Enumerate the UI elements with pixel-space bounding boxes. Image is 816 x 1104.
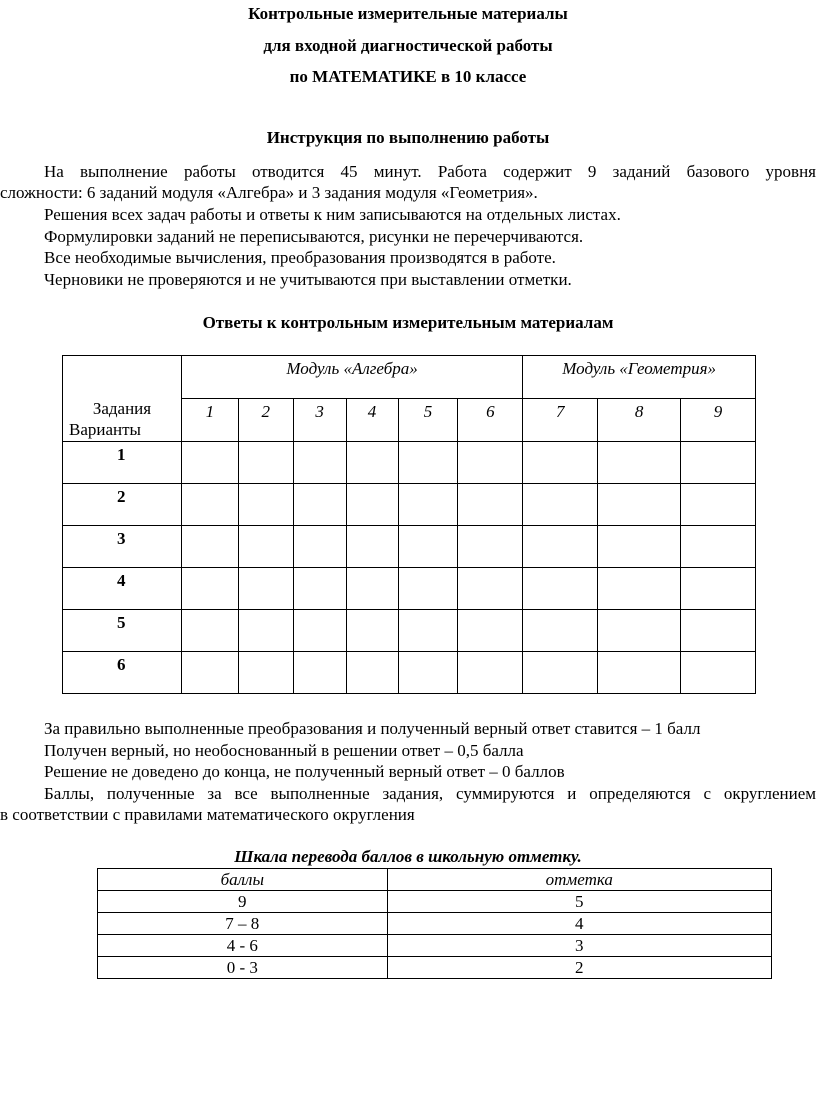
answer-cell [523, 568, 598, 610]
scale-row [98, 935, 772, 957]
scale-header-row [98, 869, 772, 891]
module-algebra-header: Модуль «Алгебра» [181, 356, 522, 399]
answer-cell [238, 442, 293, 484]
scale-table [97, 868, 772, 979]
scoring-line-4: Баллы, полученные за все выполненные задания, суммируются и определяются с округлением [44, 784, 816, 803]
task-number-1: 1 [181, 399, 238, 442]
answer-cell [346, 568, 398, 610]
corner-variants-label: Варианты [69, 420, 141, 439]
instructions-p3: Формулировки заданий не переписываются, рисунки не перечерчиваются. [44, 227, 584, 246]
answers-heading: Ответы к контрольным измерительным материалам [202, 313, 614, 332]
answer-cell [181, 610, 238, 652]
task-number-4: 4 [346, 399, 398, 442]
variant-number: 1 [63, 442, 182, 484]
variant-row [63, 568, 756, 610]
answer-cell [181, 568, 238, 610]
module-geometry-header: Модуль «Геометрия» [523, 356, 756, 399]
answer-cell [458, 652, 523, 694]
scoring-line-3: Решение не доведено до конца, не полученный верный ответ – 0 баллов [44, 762, 565, 781]
scale-heading: Шкала перевода баллов в школьную отметку. [234, 847, 582, 866]
scoring-line-2: Получен верный, но необоснованный в решении ответ – 0,5 балла [44, 741, 524, 760]
scale-row [98, 913, 772, 935]
task-number-8: 8 [598, 399, 681, 442]
title-line-1: Контрольные измерительные материалы [248, 4, 568, 23]
task-number-9: 9 [681, 399, 756, 442]
answer-cell [523, 484, 598, 526]
instructions-p4: Все необходимые вычисления, преобразования производятся в работе. [44, 248, 556, 267]
variant-row [63, 484, 756, 526]
answer-cell [398, 526, 458, 568]
scale-header-grade: отметка [387, 869, 771, 891]
answer-cell [458, 526, 523, 568]
answer-cell [181, 526, 238, 568]
answer-cell [523, 442, 598, 484]
variant-number: 5 [63, 610, 182, 652]
answer-cell [523, 526, 598, 568]
answer-cell [598, 442, 681, 484]
title-line-2: для входной диагностической работы [263, 36, 553, 55]
answer-cell [398, 652, 458, 694]
answer-cell [346, 442, 398, 484]
answer-cell [398, 442, 458, 484]
variant-row [63, 442, 756, 484]
answer-cell [238, 610, 293, 652]
answer-cell [598, 610, 681, 652]
answer-cell [293, 652, 346, 694]
answer-cell [238, 652, 293, 694]
answer-cell [681, 652, 756, 694]
answer-cell [458, 484, 523, 526]
answers-table [62, 355, 756, 694]
scale-points: 7 – 8 [98, 913, 388, 935]
scale-grade: 5 [387, 891, 771, 913]
instructions-p2: Решения всех задач работы и ответы к ним записываются на отдельных листах. [44, 205, 621, 224]
answer-cell [681, 442, 756, 484]
corner-cell [63, 356, 182, 442]
answer-cell [293, 442, 346, 484]
scale-grade: 3 [387, 935, 771, 957]
answer-cell [293, 568, 346, 610]
corner-tasks-label: Задания [92, 399, 152, 418]
variant-row [63, 610, 756, 652]
task-number-2: 2 [238, 399, 293, 442]
answer-cell [523, 610, 598, 652]
answer-cell [458, 568, 523, 610]
answer-cell [238, 526, 293, 568]
scoring-line-1: За правильно выполненные преобразования и полученный верный ответ ставится – 1 балл [44, 719, 701, 738]
answer-cell [238, 568, 293, 610]
answer-cell [598, 568, 681, 610]
answer-cell [598, 526, 681, 568]
instructions-heading: Инструкция по выполнению работы [266, 128, 550, 147]
variant-number: 6 [63, 652, 182, 694]
answer-cell [346, 652, 398, 694]
answer-cell [398, 610, 458, 652]
answer-cell [398, 484, 458, 526]
answer-cell [293, 484, 346, 526]
answer-cell [181, 484, 238, 526]
answer-cell [181, 652, 238, 694]
answer-cell [598, 484, 681, 526]
answer-cell [458, 610, 523, 652]
task-number-6: 6 [458, 399, 523, 442]
variant-row [63, 526, 756, 568]
instructions-p1-line2: сложности: 6 заданий модуля «Алгебра» и 3 задания модуля «Геометрия». [0, 183, 538, 202]
variant-number: 4 [63, 568, 182, 610]
answer-cell [181, 442, 238, 484]
task-number-7: 7 [523, 399, 598, 442]
answer-cell [523, 652, 598, 694]
scoring-line-5: в соответствии с правилами математического округления [0, 805, 415, 824]
instructions-p1-line1: На выполнение работы отводится 45 минут. Работа содержит 9 заданий базового уровня [44, 162, 816, 181]
scale-points: 0 - 3 [98, 957, 388, 979]
answer-cell [681, 568, 756, 610]
answer-cell [681, 526, 756, 568]
answer-cell [681, 610, 756, 652]
scale-points: 9 [98, 891, 388, 913]
instructions-p5: Черновики не проверяются и не учитываются при выставлении отметки. [44, 270, 572, 289]
scale-points: 4 - 6 [98, 935, 388, 957]
task-number-3: 3 [293, 399, 346, 442]
answer-cell [293, 610, 346, 652]
answer-cell [346, 610, 398, 652]
scale-row [98, 957, 772, 979]
title-line-3: по МАТЕМАТИКЕ в 10 классе [289, 67, 527, 86]
answer-cell [458, 442, 523, 484]
variant-number: 2 [63, 484, 182, 526]
variant-number: 3 [63, 526, 182, 568]
scale-grade: 2 [387, 957, 771, 979]
scale-grade: 4 [387, 913, 771, 935]
answer-cell [346, 484, 398, 526]
answer-cell [346, 526, 398, 568]
task-number-5: 5 [398, 399, 458, 442]
answer-cell [238, 484, 293, 526]
answer-cell [598, 652, 681, 694]
scale-header-points: баллы [98, 869, 388, 891]
variant-row [63, 652, 756, 694]
scale-row [98, 891, 772, 913]
answer-cell [681, 484, 756, 526]
answer-cell [398, 568, 458, 610]
answer-cell [293, 526, 346, 568]
